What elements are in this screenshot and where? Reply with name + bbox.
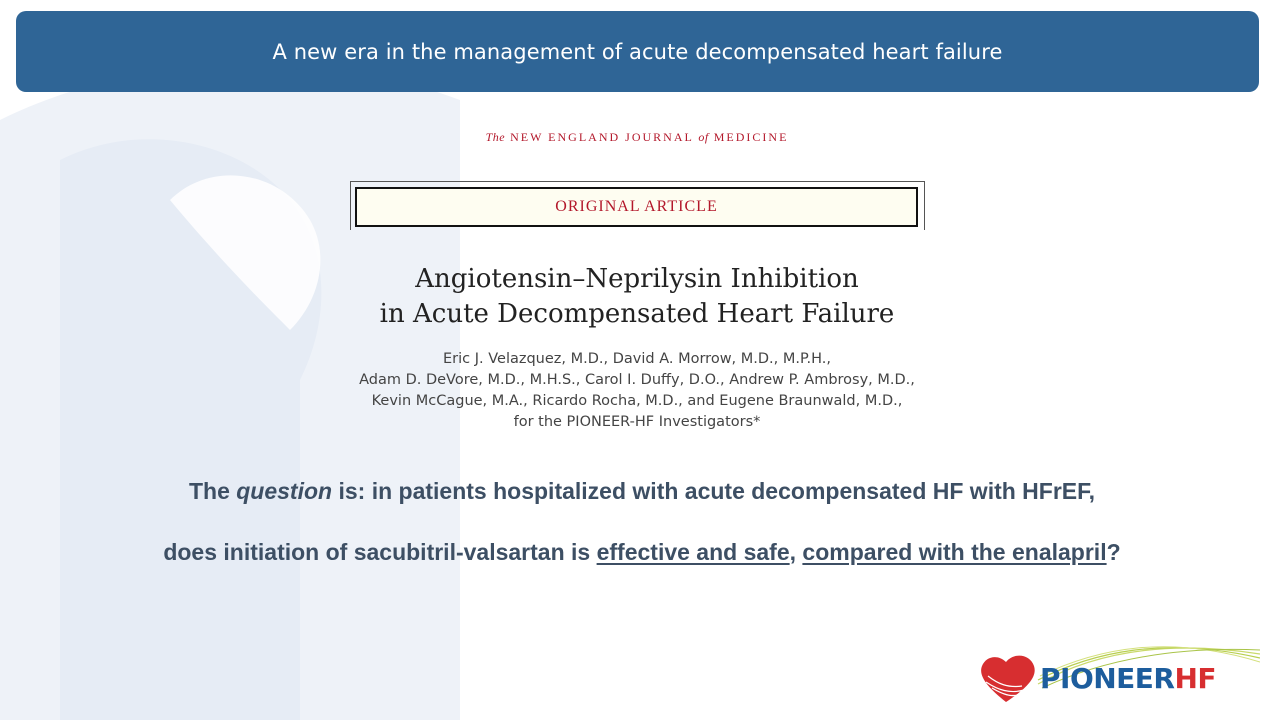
question-text: is: in patients hospitalized with acute decompensated HF with HFrEF, bbox=[332, 478, 1096, 504]
article-title-line-1: Angiotensin–Neprilysin Inhibition bbox=[415, 264, 859, 294]
journal-the: The bbox=[485, 130, 506, 144]
question-underline-enalapril: compared with the enalapril bbox=[802, 539, 1107, 565]
author-line: for the PIONEER-HF Investigators* bbox=[513, 414, 761, 430]
logo-text-pioneer: PIONEER bbox=[1040, 662, 1175, 695]
journal-new-england: NEW ENGLAND JOURNAL bbox=[510, 130, 694, 144]
author-list bbox=[0, 349, 1274, 433]
header-bar bbox=[16, 11, 1259, 92]
question-text: ? bbox=[1106, 539, 1121, 565]
article-title bbox=[0, 262, 1274, 332]
logo-text-hf: HF bbox=[1174, 662, 1217, 695]
question-text: does initiation of sacubitril-valsartan is bbox=[163, 539, 597, 565]
journal-of: of bbox=[698, 130, 709, 144]
question-line-1 bbox=[0, 478, 1280, 505]
journal-masthead bbox=[0, 130, 1274, 145]
question-line-2 bbox=[0, 539, 1280, 566]
author-line: Kevin McCague, M.A., Ricardo Rocha, M.D., and Eugene Braunwald, M.D., bbox=[371, 393, 903, 409]
article-title-line-2: in Acute Decompensated Heart Failure bbox=[379, 299, 895, 329]
author-line: Adam D. DeVore, M.D., M.H.S., Carol I. Duffy, D.O., Andrew P. Ambrosy, M.D., bbox=[359, 372, 915, 388]
author-line: Eric J. Velazquez, M.D., David A. Morrow, M.D., M.P.H., bbox=[443, 351, 831, 367]
question-text: The bbox=[188, 478, 237, 504]
article-label: ORIGINAL ARTICLE bbox=[555, 198, 718, 215]
question-underline-effective-safe: effective and safe bbox=[596, 539, 790, 565]
pioneer-hf-logo-text bbox=[1040, 662, 1217, 695]
question-emphasis: question bbox=[236, 478, 333, 504]
article-label-box bbox=[355, 187, 918, 227]
journal-medicine: MEDICINE bbox=[713, 130, 789, 144]
slide-title: A new era in the management of acute decompensated heart failure bbox=[272, 39, 1003, 64]
question-text: , bbox=[789, 539, 803, 565]
